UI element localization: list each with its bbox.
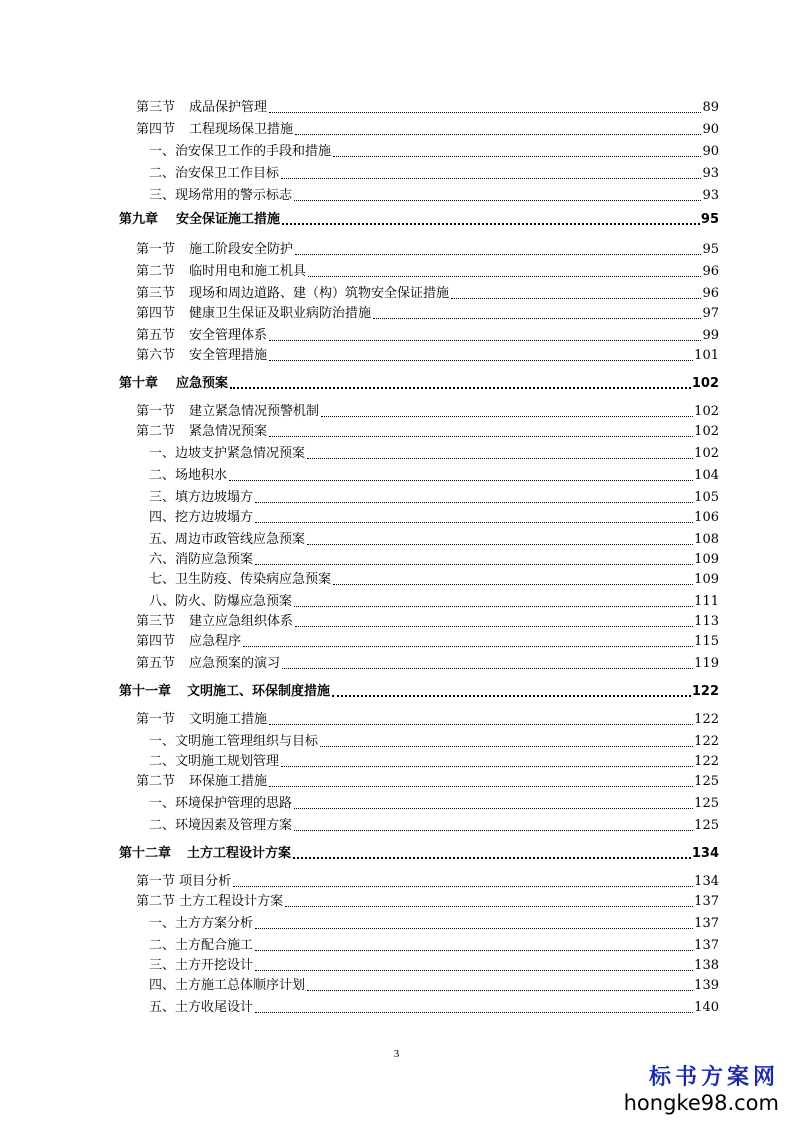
toc-entry-number: 第九章 <box>119 212 159 227</box>
dot-leader <box>332 695 691 697</box>
toc-entry-title <box>136 348 267 364</box>
dot-leader <box>373 318 701 319</box>
toc-entry-text: 应急预案 <box>176 376 229 391</box>
toc-entry-title <box>136 424 267 440</box>
dot-leader <box>281 178 701 179</box>
toc-section-row[interactable] <box>0 400 793 420</box>
dot-leader <box>294 200 701 201</box>
watermark-cn-text: 标书方案网 <box>648 1064 779 1090</box>
toc-entry-number: 第十一章 <box>119 684 172 699</box>
toc-entry-text: 文明施工、环保制度措施 <box>187 684 331 699</box>
toc-entry-title <box>119 846 291 862</box>
toc-page-number: 102 <box>694 446 719 461</box>
dot-leader <box>269 112 701 113</box>
toc-item-row[interactable] <box>0 548 793 568</box>
toc-item-row[interactable] <box>0 442 793 462</box>
toc-entry-title: 一、治安保卫工作的手段和措施 <box>149 144 332 159</box>
toc-section-row[interactable] <box>0 238 793 258</box>
toc-section-row[interactable] <box>0 890 793 910</box>
toc-entry-number: 第五节 <box>136 656 176 671</box>
toc-section-row[interactable] <box>0 610 793 630</box>
toc-section-row[interactable] <box>0 118 793 138</box>
toc-section-row[interactable] <box>0 630 793 650</box>
toc-section-row[interactable] <box>0 870 793 890</box>
toc-page-number: 99 <box>702 328 719 343</box>
toc-entry-text: 工程现场保卫措施 <box>189 122 294 137</box>
toc-entry-title <box>136 100 267 116</box>
toc-page-number: 104 <box>694 468 719 483</box>
toc-page-number: 102 <box>694 404 719 419</box>
toc-entry-title: 六、消防应急预案 <box>149 552 254 567</box>
toc-entry-text: 环保施工措施 <box>189 774 268 789</box>
dot-leader <box>281 766 693 767</box>
toc-page-number: 108 <box>694 532 719 547</box>
dot-leader <box>282 223 700 225</box>
toc-item-row[interactable] <box>0 912 793 932</box>
toc-entry-text: 紧急情况预案 <box>189 424 268 439</box>
dot-leader <box>307 990 693 991</box>
toc-entry-title: 二、场地积水 <box>149 468 228 483</box>
dot-leader <box>269 360 693 361</box>
dot-leader <box>295 626 693 627</box>
dot-leader <box>255 970 693 971</box>
toc-section-row[interactable] <box>0 96 793 116</box>
toc-page-number: 102 <box>694 424 719 439</box>
toc-entry-text: 文明施工措施 <box>189 712 268 727</box>
toc-entry-title <box>136 634 241 650</box>
toc-entry-title: 第二节 土方工程设计方案 <box>136 894 284 909</box>
toc-item-row[interactable] <box>0 464 793 484</box>
toc-entry-title <box>136 242 293 258</box>
dot-leader <box>333 584 693 585</box>
toc-entry-title: 一、土方方案分析 <box>149 916 254 931</box>
toc-entry-number: 第一节 <box>136 242 176 257</box>
toc-entry-title <box>136 614 293 630</box>
toc-section-row[interactable] <box>0 260 793 280</box>
toc-page-number: 140 <box>694 1000 719 1015</box>
dot-leader <box>307 458 693 459</box>
dot-leader <box>321 416 693 417</box>
dot-leader <box>255 1012 693 1013</box>
toc-entry-number: 第二节 <box>136 774 176 789</box>
toc-entry-text: 安全管理措施 <box>189 348 268 363</box>
toc-entry-text: 现场和周边道路、建（构）筑物安全保证措施 <box>189 286 450 301</box>
dot-leader <box>451 298 701 299</box>
toc-section-row[interactable] <box>0 302 793 322</box>
toc-entry-title: 三、现场常用的警示标志 <box>149 188 293 203</box>
toc-entry-text: 安全管理体系 <box>189 328 268 343</box>
dot-leader <box>282 668 693 669</box>
toc-entry-number: 第三节 <box>136 614 176 629</box>
toc-page-number: 137 <box>694 894 719 909</box>
toc-page-number: 97 <box>702 306 719 321</box>
toc-entry-number: 第四节 <box>136 122 176 137</box>
toc-entry-title <box>136 286 449 302</box>
toc-item-row[interactable] <box>0 954 793 974</box>
toc-entry-number: 第二节 <box>136 424 176 439</box>
dot-leader <box>255 502 693 503</box>
toc-entry-number: 第三节 <box>136 100 176 115</box>
toc-entry-number: 第二节 <box>136 264 176 279</box>
dot-leader <box>269 436 693 437</box>
toc-entry-title <box>136 306 371 322</box>
toc-section-row[interactable] <box>0 770 793 790</box>
dot-leader <box>294 830 693 831</box>
toc-page-number: 109 <box>694 552 719 567</box>
toc-entry-title: 四、土方施工总体顺序计划 <box>149 978 306 993</box>
toc-entry-title: 五、周边市政管线应急预案 <box>149 532 306 547</box>
toc-entry-number: 第一节 <box>136 712 176 727</box>
toc-entry-title: 一、环境保护管理的思路 <box>149 796 293 811</box>
toc-page-number: 96 <box>702 286 719 301</box>
toc-entry-title: 三、土方开挖设计 <box>149 958 254 973</box>
toc-page-number: 134 <box>691 846 719 861</box>
dot-leader <box>255 522 693 523</box>
toc-page-number: 95 <box>700 212 719 227</box>
toc-section-row[interactable] <box>0 652 793 672</box>
toc-entry-title <box>136 122 293 138</box>
toc-entry-text: 应急程序 <box>189 634 242 649</box>
toc-entry-text: 成品保护管理 <box>189 100 268 115</box>
toc-entry-number: 第三节 <box>136 286 176 301</box>
dot-leader <box>233 886 693 887</box>
toc-entry-title <box>136 712 267 728</box>
dot-leader <box>285 906 693 907</box>
toc-page-number: 125 <box>694 818 719 833</box>
toc-page-number: 93 <box>702 166 719 181</box>
toc-item-row[interactable] <box>0 974 793 994</box>
toc-page-number: 105 <box>694 490 719 505</box>
toc-page-number: 96 <box>702 264 719 279</box>
toc-entry-text: 临时用电和施工机具 <box>189 264 307 279</box>
toc-page-number: 111 <box>694 594 719 609</box>
toc-page-number: 101 <box>694 348 719 363</box>
toc-page-number: 90 <box>702 122 719 137</box>
toc-entry-number: 第十二章 <box>119 846 172 861</box>
page-number: 3 <box>393 1048 400 1060</box>
toc-item-row[interactable] <box>0 934 793 954</box>
toc-chapter-row[interactable] <box>0 842 793 862</box>
toc-entry-title: 二、文明施工规划管理 <box>149 754 280 769</box>
toc-page-number: 119 <box>694 656 719 671</box>
toc-entry-title <box>136 656 280 672</box>
dot-leader <box>229 480 693 481</box>
toc-section-row[interactable] <box>0 708 793 728</box>
toc-entry-title: 三、填方边坡塌方 <box>149 490 254 505</box>
dot-leader <box>269 786 693 787</box>
toc-page-number: 125 <box>694 774 719 789</box>
toc-page-number: 134 <box>694 874 719 889</box>
toc-entry-title: 二、土方配合施工 <box>149 938 254 953</box>
toc-item-row[interactable] <box>0 568 793 588</box>
toc-entry-title <box>136 328 267 344</box>
dot-leader <box>269 340 701 341</box>
toc-chapter-row[interactable] <box>0 208 793 228</box>
toc-entry-text: 建立应急组织体系 <box>189 614 294 629</box>
toc-entry-title: 二、环境因素及管理方案 <box>149 818 293 833</box>
toc-page-number: 139 <box>694 978 719 993</box>
toc-page-number: 95 <box>702 242 719 257</box>
watermark-en-text: hongke98.com <box>623 1091 779 1115</box>
toc-item-row[interactable] <box>0 528 793 548</box>
toc-page-number: 93 <box>702 188 719 203</box>
toc-page-number: 122 <box>694 754 719 769</box>
toc-page-number: 89 <box>702 100 719 115</box>
dot-leader <box>243 646 693 647</box>
toc-entry-title <box>136 774 267 790</box>
toc-entry-title: 第一节 项目分析 <box>136 874 232 889</box>
toc-section-row[interactable] <box>0 344 793 364</box>
dot-leader <box>255 564 693 565</box>
toc-entry-text: 土方工程设计方案 <box>187 846 292 861</box>
toc-item-row[interactable] <box>0 792 793 812</box>
toc-item-row[interactable] <box>0 750 793 770</box>
toc-page-number: 122 <box>694 712 719 727</box>
dot-leader <box>320 746 693 747</box>
toc-entry-number: 第四节 <box>136 306 176 321</box>
toc-entry-text: 施工阶段安全防护 <box>189 242 294 257</box>
toc-item-row[interactable] <box>0 184 793 204</box>
toc-page-number: 122 <box>694 734 719 749</box>
toc-chapter-row[interactable] <box>0 680 793 700</box>
dot-leader <box>295 254 701 255</box>
toc-entry-title <box>119 212 280 228</box>
toc-entry-number: 第六节 <box>136 348 176 363</box>
toc-page-number: 102 <box>691 376 719 391</box>
toc-item-row[interactable] <box>0 590 793 610</box>
toc-chapter-row[interactable] <box>0 372 793 392</box>
toc-section-row[interactable] <box>0 420 793 440</box>
toc-page-number: 106 <box>694 510 719 525</box>
toc-entry-title: 八、防火、防爆应急预案 <box>149 594 293 609</box>
toc-section-row[interactable] <box>0 282 793 302</box>
toc-entry-title: 七、卫生防疫、传染病应急预案 <box>149 572 332 587</box>
dot-leader <box>333 156 701 157</box>
toc-page-number: 90 <box>702 144 719 159</box>
watermark-logo <box>624 1064 779 1116</box>
toc-entry-text: 安全保证施工措施 <box>176 212 281 227</box>
toc-entry-title: 四、挖方边坡塌方 <box>149 510 254 525</box>
toc-entry-title <box>119 376 228 392</box>
toc-page-number: 109 <box>694 572 719 587</box>
toc-item-row[interactable] <box>0 506 793 526</box>
toc-entry-title: 二、治安保卫工作目标 <box>149 166 280 181</box>
toc-item-row[interactable] <box>0 162 793 182</box>
dot-leader <box>255 950 693 951</box>
toc-page-number: 115 <box>694 634 719 649</box>
toc-page-number: 125 <box>694 796 719 811</box>
dot-leader <box>295 134 701 135</box>
toc-entry-title: 一、边坡支护紧急情况预案 <box>149 446 306 461</box>
toc-entry-title: 五、土方收尾设计 <box>149 1000 254 1015</box>
toc-entry-number: 第一节 <box>136 404 176 419</box>
toc-item-row[interactable] <box>0 814 793 834</box>
toc-page-number: 137 <box>694 916 719 931</box>
toc-item-row[interactable] <box>0 140 793 160</box>
toc-section-row[interactable] <box>0 324 793 344</box>
dot-leader <box>293 857 691 859</box>
dot-leader <box>230 387 691 389</box>
toc-item-row[interactable] <box>0 996 793 1016</box>
toc-entry-number: 第四节 <box>136 634 176 649</box>
dot-leader <box>269 724 693 725</box>
toc-entry-text: 健康卫生保证及职业病防治措施 <box>189 306 372 321</box>
dot-leader <box>294 808 693 809</box>
toc-entry-text: 建立紧急情况预警机制 <box>189 404 320 419</box>
toc-entry-text: 应急预案的演习 <box>189 656 281 671</box>
dot-leader <box>308 276 701 277</box>
dot-leader <box>307 544 693 545</box>
toc-entry-number: 第十章 <box>119 376 159 391</box>
toc-entry-number: 第五节 <box>136 328 176 343</box>
toc-page-number: 122 <box>691 684 719 699</box>
toc-item-row[interactable] <box>0 730 793 750</box>
toc-entry-title <box>136 404 319 420</box>
dot-leader <box>294 606 693 607</box>
toc-page-number: 137 <box>694 938 719 953</box>
toc-entry-title: 一、文明施工管理组织与目标 <box>149 734 319 749</box>
toc-page-number: 113 <box>694 614 719 629</box>
toc-page-number: 138 <box>694 958 719 973</box>
toc-entry-title <box>119 684 330 700</box>
dot-leader <box>255 928 693 929</box>
toc-entry-title <box>136 264 306 280</box>
toc-item-row[interactable] <box>0 486 793 506</box>
